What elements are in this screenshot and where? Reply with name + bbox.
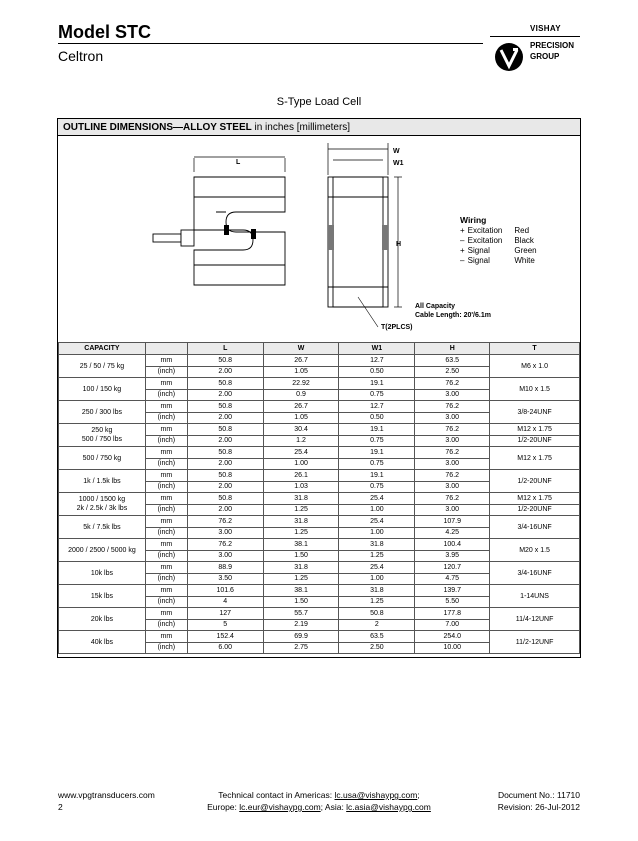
dimension-cell: 120.7 xyxy=(415,562,490,574)
unit-cell: (inch) xyxy=(145,596,187,608)
capacity-cell xyxy=(59,470,146,493)
contact-europe-label: Europe: xyxy=(207,802,240,812)
wiring-row xyxy=(460,226,549,236)
dimension-cell: 0.50 xyxy=(339,366,415,378)
dimension-cell: 1.25 xyxy=(263,504,339,516)
footer-website[interactable]: www.vpgtransducers.com xyxy=(58,790,155,800)
thread-cell: M10 x 1.5 xyxy=(490,378,580,401)
logo-rule xyxy=(490,36,580,37)
thread-cell: 11/2-12UNF xyxy=(490,631,580,654)
model-title: Model STC xyxy=(58,22,151,42)
thread-cell: M12 x 1.75 xyxy=(490,447,580,470)
dimension-cell: 0.75 xyxy=(339,481,415,493)
revision-date: Revision: 26-Jul-2012 xyxy=(497,802,580,812)
dimension-cell: 30.4 xyxy=(263,424,339,436)
dimension-cell: 19.1 xyxy=(339,424,415,436)
dimension-cell: 1.05 xyxy=(263,366,339,378)
dimension-cell: 1.25 xyxy=(339,596,415,608)
dimension-cell: 2.50 xyxy=(415,366,490,378)
capacity-cell xyxy=(59,493,146,516)
section-title: OUTLINE DIMENSIONS—ALLOY STEEL xyxy=(63,122,252,133)
contact-americas-label: Technical contact in Americas: xyxy=(218,790,335,800)
unit-cell: (inch) xyxy=(145,619,187,631)
wiring-table xyxy=(460,226,549,266)
capacity-cell xyxy=(59,516,146,539)
capacity-cell xyxy=(59,608,146,631)
table-row xyxy=(59,447,580,459)
dimension-cell: 50.8 xyxy=(187,493,263,505)
dimension-cell: 50.8 xyxy=(187,355,263,367)
dim-label-w: W xyxy=(393,148,400,155)
capacity-cell xyxy=(59,424,146,447)
table-row xyxy=(59,355,580,367)
capacity-text: 25 / 50 / 75 kg xyxy=(79,362,125,370)
dimension-cell: 19.1 xyxy=(339,447,415,459)
column-header xyxy=(145,343,187,355)
unit-cell: mm xyxy=(145,424,187,436)
dimension-cell: 107.9 xyxy=(415,516,490,528)
dimension-cell: 26.7 xyxy=(263,355,339,367)
unit-cell: mm xyxy=(145,516,187,528)
outline-dimensions-frame xyxy=(57,118,581,658)
capacity-cell xyxy=(59,355,146,378)
capacity-note-line1: All Capacity xyxy=(415,303,456,310)
dimension-cell: 50.8 xyxy=(187,401,263,413)
table-row xyxy=(59,470,580,482)
dim-label-w1: W1 xyxy=(393,160,404,167)
unit-cell: mm xyxy=(145,493,187,505)
dimension-cell: 50.8 xyxy=(187,424,263,436)
capacity-text: 500 / 750 kg xyxy=(82,454,122,462)
dimension-cell: 2.00 xyxy=(187,389,263,401)
capacity-text: 1k / 1.5k lbs xyxy=(83,477,121,485)
capacity-text: 2k / 2.5k / 3k lbs xyxy=(76,505,128,512)
section-title-units: in inches [millimeters] xyxy=(251,122,351,133)
wiring-name: Signal xyxy=(467,246,490,255)
dimension-cell: 76.2 xyxy=(415,493,490,505)
column-header: L xyxy=(187,343,263,355)
capacity-text: 5k / 7.5k lbs xyxy=(83,523,121,531)
capacity-note xyxy=(415,302,491,320)
dimension-cell: 1.00 xyxy=(339,504,415,516)
table-row xyxy=(59,562,580,574)
capacity-cell xyxy=(59,539,146,562)
unit-cell: mm xyxy=(145,447,187,459)
thread-cell: 3/4-16UNF xyxy=(490,562,580,585)
column-header: H xyxy=(415,343,490,355)
unit-cell: (inch) xyxy=(145,389,187,401)
contact-americas-suffix: ; xyxy=(417,790,420,800)
table-row xyxy=(59,401,580,413)
dimension-cell: 127 xyxy=(187,608,263,620)
dimension-cell: 31.8 xyxy=(263,562,339,574)
unit-cell: mm xyxy=(145,631,187,643)
dimension-cell: 69.9 xyxy=(263,631,339,643)
contact-asia-label: ; Asia: xyxy=(320,802,347,812)
wiring-name: Excitation xyxy=(467,236,503,245)
unit-cell: mm xyxy=(145,378,187,390)
dimension-cell: 12.7 xyxy=(339,355,415,367)
unit-cell: mm xyxy=(145,585,187,597)
capacity-text: 40k lbs xyxy=(90,638,114,646)
dimension-cell: 55.7 xyxy=(263,608,339,620)
dimension-cell: 12.7 xyxy=(339,401,415,413)
capacity-cell xyxy=(59,631,146,654)
dimension-cell: 2.50 xyxy=(339,642,415,654)
dimension-cell: 63.5 xyxy=(415,355,490,367)
dimension-cell: 76.2 xyxy=(415,401,490,413)
vpg-logo xyxy=(490,24,580,84)
dimension-cell: 25.4 xyxy=(339,562,415,574)
dimension-cell: 2 xyxy=(339,619,415,631)
dimension-cell: 100.4 xyxy=(415,539,490,551)
wiring-legend xyxy=(460,215,549,266)
dimension-cell: 6.00 xyxy=(187,642,263,654)
dimension-cell: 3.95 xyxy=(415,550,490,562)
dimension-cell: 2.00 xyxy=(187,366,263,378)
table-row xyxy=(59,608,580,620)
thread-cell: 1/2-20UNF xyxy=(490,504,580,516)
dimension-cell: 26.7 xyxy=(263,401,339,413)
dimension-cell: 2.00 xyxy=(187,435,263,447)
dimension-cell: 2.00 xyxy=(187,412,263,424)
dimension-cell: 31.8 xyxy=(339,585,415,597)
dimension-cell: 0.75 xyxy=(339,435,415,447)
contact-europe-link[interactable]: lc.eur@vishaypg.com xyxy=(239,802,321,812)
dimension-cell: 2.19 xyxy=(263,619,339,631)
unit-cell: (inch) xyxy=(145,412,187,424)
dimension-cell: 88.9 xyxy=(187,562,263,574)
dim-label-l: L xyxy=(236,159,241,166)
dimension-cell: 0.75 xyxy=(339,389,415,401)
dimension-cell: 38.1 xyxy=(263,585,339,597)
capacity-cell xyxy=(59,562,146,585)
dimension-cell: 50.8 xyxy=(187,447,263,459)
dimension-cell: 25.4 xyxy=(339,516,415,528)
dimension-cell: 139.7 xyxy=(415,585,490,597)
unit-cell: (inch) xyxy=(145,435,187,447)
table-row xyxy=(59,539,580,551)
unit-cell: mm xyxy=(145,562,187,574)
thread-cell: M12 x 1.75 xyxy=(490,424,580,436)
wiring-color: Red xyxy=(514,226,530,235)
wiring-row xyxy=(460,246,549,256)
capacity-cell xyxy=(59,585,146,608)
dimension-cell: 25.4 xyxy=(339,493,415,505)
thread-cell: 3/4-16UNF xyxy=(490,516,580,539)
column-header: W1 xyxy=(339,343,415,355)
dimension-cell: 1.2 xyxy=(263,435,339,447)
capacity-text: 10k lbs xyxy=(90,569,114,577)
column-header: T xyxy=(490,343,580,355)
dimension-cell: 31.8 xyxy=(263,493,339,505)
dimension-cell: 76.2 xyxy=(415,447,490,459)
capacity-text: 20k lbs xyxy=(90,615,114,623)
dimension-cell: 3.50 xyxy=(187,573,263,585)
section-header xyxy=(58,119,580,136)
dimension-cell: 50.8 xyxy=(187,470,263,482)
wiring-sign: – xyxy=(460,256,465,265)
dimension-cell: 25.4 xyxy=(263,447,339,459)
unit-cell: (inch) xyxy=(145,573,187,585)
table-row xyxy=(59,516,580,528)
unit-cell: mm xyxy=(145,539,187,551)
wiring-sign: – xyxy=(460,236,465,245)
wiring-title: Wiring xyxy=(460,215,487,225)
dimension-cell: 1.00 xyxy=(339,573,415,585)
unit-cell: (inch) xyxy=(145,527,187,539)
contact-asia-link[interactable]: lc.asia@vishaypg.com xyxy=(346,802,431,812)
capacity-text: 2000 / 2500 / 5000 kg xyxy=(68,546,136,554)
capacity-cell xyxy=(59,401,146,424)
dimensions-table xyxy=(58,342,580,654)
capacity-text: 1000 / 1500 kg xyxy=(78,496,126,503)
wiring-sign: + xyxy=(460,226,465,235)
dimension-cell: 4 xyxy=(187,596,263,608)
wiring-color: White xyxy=(514,256,535,265)
unit-cell: mm xyxy=(145,470,187,482)
capacity-cell xyxy=(59,378,146,401)
unit-cell: (inch) xyxy=(145,642,187,654)
thread-cell: 1/2-20UNF xyxy=(490,435,580,447)
capacity-text: 250 kg xyxy=(91,427,113,434)
unit-cell: (inch) xyxy=(145,481,187,493)
dimension-cell: 101.6 xyxy=(187,585,263,597)
dimension-cell: 1.05 xyxy=(263,412,339,424)
table-row xyxy=(59,493,580,505)
unit-cell: (inch) xyxy=(145,550,187,562)
unit-cell: (inch) xyxy=(145,366,187,378)
dimension-cell: 177.8 xyxy=(415,608,490,620)
dimension-cell: 2.00 xyxy=(187,458,263,470)
column-header: W xyxy=(263,343,339,355)
dimension-cell: 4.75 xyxy=(415,573,490,585)
wiring-name: Signal xyxy=(467,256,490,265)
dimension-cell: 0.75 xyxy=(339,458,415,470)
dimension-cell: 31.8 xyxy=(339,539,415,551)
header-rule xyxy=(58,43,483,44)
unit-cell: mm xyxy=(145,401,187,413)
document-number: Document No.: 11710 xyxy=(497,790,580,800)
dimension-cell: 3.00 xyxy=(415,504,490,516)
dimension-cell: 19.1 xyxy=(339,470,415,482)
contact-americas-link[interactable]: lc.usa@vishaypg.com xyxy=(334,790,418,800)
dimension-cell: 3.00 xyxy=(187,527,263,539)
thread-cell: M20 x 1.5 xyxy=(490,539,580,562)
dimension-cell: 38.1 xyxy=(263,539,339,551)
wiring-sign: + xyxy=(460,246,465,255)
dimension-cell: 22.92 xyxy=(263,378,339,390)
dimension-cell: 1.03 xyxy=(263,481,339,493)
dimension-cell: 7.00 xyxy=(415,619,490,631)
dimension-cell: 10.00 xyxy=(415,642,490,654)
dimension-cell: 3.00 xyxy=(415,481,490,493)
footer-page-number: 2 xyxy=(58,802,63,812)
thread-cell: 1-14UNS xyxy=(490,585,580,608)
dimension-cell: 2.00 xyxy=(187,481,263,493)
dimension-cell: 76.2 xyxy=(415,424,490,436)
table-row xyxy=(59,631,580,643)
capacity-text: 250 / 300 lbs xyxy=(81,408,122,416)
dimension-cell: 19.1 xyxy=(339,378,415,390)
thread-cell: 1/2-20UNF xyxy=(490,470,580,493)
dimension-cell: 76.2 xyxy=(415,470,490,482)
page-subtitle: S-Type Load Cell xyxy=(276,96,362,108)
capacity-text: 500 / 750 lbs xyxy=(81,436,122,443)
capacity-text: 100 / 150 kg xyxy=(82,385,122,393)
table-row xyxy=(59,424,580,436)
dimension-cell: 4.25 xyxy=(415,527,490,539)
footer-right xyxy=(498,789,580,813)
logo-precision: PRECISION xyxy=(530,41,575,50)
wiring-name: Excitation xyxy=(467,226,503,235)
dimension-cell: 76.2 xyxy=(187,539,263,551)
capacity-cell xyxy=(59,447,146,470)
dimension-cell: 1.25 xyxy=(263,573,339,585)
dim-label-h: H xyxy=(396,241,402,248)
dimension-cell: 3.00 xyxy=(415,412,490,424)
dimension-cell: 63.5 xyxy=(339,631,415,643)
dimension-cell: 2.00 xyxy=(187,504,263,516)
capacity-note-line2: Cable Length: 20'/6.1m xyxy=(415,312,491,319)
thread-cell: M6 x 1.0 xyxy=(490,355,580,378)
dimension-cell: 3.00 xyxy=(415,435,490,447)
thread-cell: M12 x 1.75 xyxy=(490,493,580,505)
table-row xyxy=(59,378,580,390)
dimension-cell: 3.00 xyxy=(187,550,263,562)
vpg-mark-icon xyxy=(494,42,524,72)
dimension-cell: 0.9 xyxy=(263,389,339,401)
dim-label-t: T(2PLCS) xyxy=(381,324,413,331)
outline-drawing xyxy=(58,137,580,342)
dimension-cell: 254.0 xyxy=(415,631,490,643)
dimension-cell: 2.75 xyxy=(263,642,339,654)
unit-cell: (inch) xyxy=(145,504,187,516)
unit-cell: mm xyxy=(145,355,187,367)
unit-cell: (inch) xyxy=(145,458,187,470)
dimension-cell: 1.50 xyxy=(263,550,339,562)
dimension-cell: 1.25 xyxy=(263,527,339,539)
logo-group: GROUP xyxy=(530,52,560,61)
dimension-cell: 3.00 xyxy=(415,389,490,401)
dimension-cell: 0.50 xyxy=(339,412,415,424)
dimension-cell: 5 xyxy=(187,619,263,631)
dimension-cell: 5.50 xyxy=(415,596,490,608)
dimension-cell: 50.8 xyxy=(339,608,415,620)
unit-cell: mm xyxy=(145,608,187,620)
dimension-cell: 76.2 xyxy=(415,378,490,390)
dimension-cell: 1.00 xyxy=(263,458,339,470)
table-row xyxy=(59,585,580,597)
wiring-row xyxy=(460,256,549,266)
column-header: CAPACITY xyxy=(59,343,146,355)
wiring-color: Green xyxy=(514,246,537,255)
thread-cell: 11/4-12UNF xyxy=(490,608,580,631)
dimension-cell: 1.25 xyxy=(339,550,415,562)
thread-cell: 3/8-24UNF xyxy=(490,401,580,424)
dimension-cell: 31.8 xyxy=(263,516,339,528)
logo-vishay: VISHAY xyxy=(530,24,561,33)
dimension-cell: 1.50 xyxy=(263,596,339,608)
dimension-cell: 1.00 xyxy=(339,527,415,539)
dimension-cell: 50.8 xyxy=(187,378,263,390)
dimension-cell: 76.2 xyxy=(187,516,263,528)
dimension-cell: 3.00 xyxy=(415,458,490,470)
dimension-cell: 26.1 xyxy=(263,470,339,482)
brand-name: Celtron xyxy=(58,48,104,64)
capacity-text: 15k lbs xyxy=(90,592,114,600)
wiring-color: Black xyxy=(514,236,534,245)
dimension-cell: 152.4 xyxy=(187,631,263,643)
wiring-row xyxy=(460,236,549,246)
